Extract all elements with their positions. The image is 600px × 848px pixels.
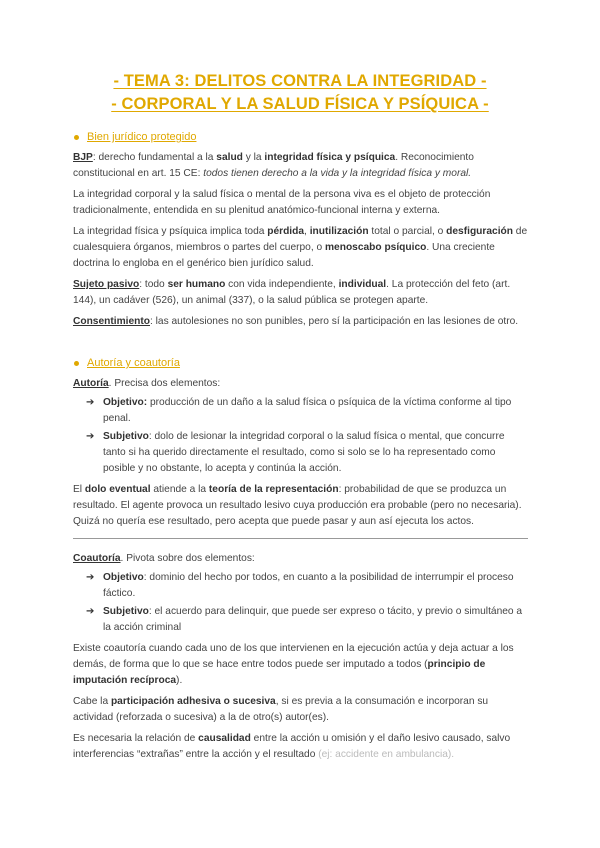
- title-line-1: - TEMA 3: DELITOS CONTRA LA INTEGRIDAD -: [113, 72, 487, 90]
- list-item: ➔ Subjetivo: el acuerdo para delinquir, que puede ser expreso o tácito, y previo o simultáneo a la acción criminal: [86, 606, 523, 633]
- paragraph-consentimiento: Consentimiento: las autolesiones no son punibles, pero sí la participación en las lesiones de otro.: [73, 316, 519, 327]
- paragraph-autoria: Autoría. Precisa dos elementos:: [73, 378, 221, 389]
- list-item: ➔ Subjetivo: dolo de lesionar la integridad corporal o la salud física o mental, que concurre tanto si ha querido directamente el resultado, como si solo se lo ha representado como posible y no obstante, lo acepta y continúa la acción.: [86, 431, 505, 474]
- section-heading-autoria: Autoría y coautoría: [73, 356, 528, 370]
- document-body: [73, 130, 528, 768]
- arrow-right-icon: ➔: [86, 397, 95, 408]
- arrow-right-icon: ➔: [86, 606, 95, 617]
- bullet-dot-icon: [74, 361, 79, 366]
- paragraph-bjp: BJP: derecho fundamental a la salud y la integridad física y psíquica. Reconocimiento constitucional en art. 15 CE: todos tienen derecho a la vida y la integridad física y moral.: [73, 152, 474, 179]
- bullet-dot-icon: [74, 135, 79, 140]
- paragraph-integridad: La integridad corporal y la salud física o mental de la persona viva es el objeto de protección tradicionalmente, entendida en su plenitud anatómico-funcional interna y externa.: [73, 189, 491, 216]
- paragraph-dolo-eventual: El dolo eventual atiende a la teoría de la representación: probabilidad de que se produzca un resultado. El agente provoca un resultado lesivo cuya producción era probable (pero no necesaria). Quizá no quería ese resultado, pero acepta que puede pasar y aun así ejecuta los actos.: [73, 484, 522, 527]
- arrow-right-icon: ➔: [86, 431, 95, 442]
- paragraph-participacion: Cabe la participación adhesiva o sucesiva, si es previa a la consumación e incorporan su actividad (reforzada o sucesiva) a la de otro(s) autor(es).: [73, 696, 489, 723]
- title-line-2: - CORPORAL Y LA SALUD FÍSICA Y PSÍQUICA -: [111, 95, 489, 113]
- autoria-list: [73, 395, 528, 477]
- coautoria-list: [73, 570, 528, 636]
- paragraph-existe-coautoria: Existe coautoría cuando cada uno de los que intervienen en la ejecución actúa y deja actuar a los demás, de forma que lo que se hace entre todos puede ser imputado a todos (principio de imputación recíproca).: [73, 643, 514, 686]
- section-heading-bien-juridico: Bien jurídico protegido: [73, 130, 528, 144]
- paragraph-sujeto-pasivo: Sujeto pasivo: todo ser humano con vida independiente, individual. La protección del feto (art. 144), un cadáver (526), un animal (337), o la salud pública se protegen aparte.: [73, 279, 511, 306]
- arrow-right-icon: ➔: [86, 572, 95, 583]
- list-item: ➔ Objetivo: dominio del hecho por todos, en cuanto a la posibilidad de interrumpir el proceso fáctico.: [86, 572, 514, 599]
- list-item: ➔ Objetivo: producción de un daño a la salud física o psíquica de la víctima conforme al tipo penal.: [86, 397, 512, 424]
- paragraph-causalidad: Es necesaria la relación de causalidad entre la acción u omisión y el daño lesivo causado, salvo interferencias “extrañas” entre la acción y el resultado (ej: accidente en ambulancia).: [73, 733, 511, 760]
- paragraph-coautoria: Coautoría. Pivota sobre dos elementos:: [73, 553, 255, 564]
- document-title: [0, 70, 600, 116]
- divider: [73, 538, 528, 539]
- paragraph-implica: La integridad física y psíquica implica toda pérdida, inutilización total o parcial, o desfiguración de cualesquiera órganos, miembros o partes del cuerpo, o menoscabo psíquico. Una creciente doctrina lo engloba en el genérico bien jurídico salud.: [73, 226, 528, 269]
